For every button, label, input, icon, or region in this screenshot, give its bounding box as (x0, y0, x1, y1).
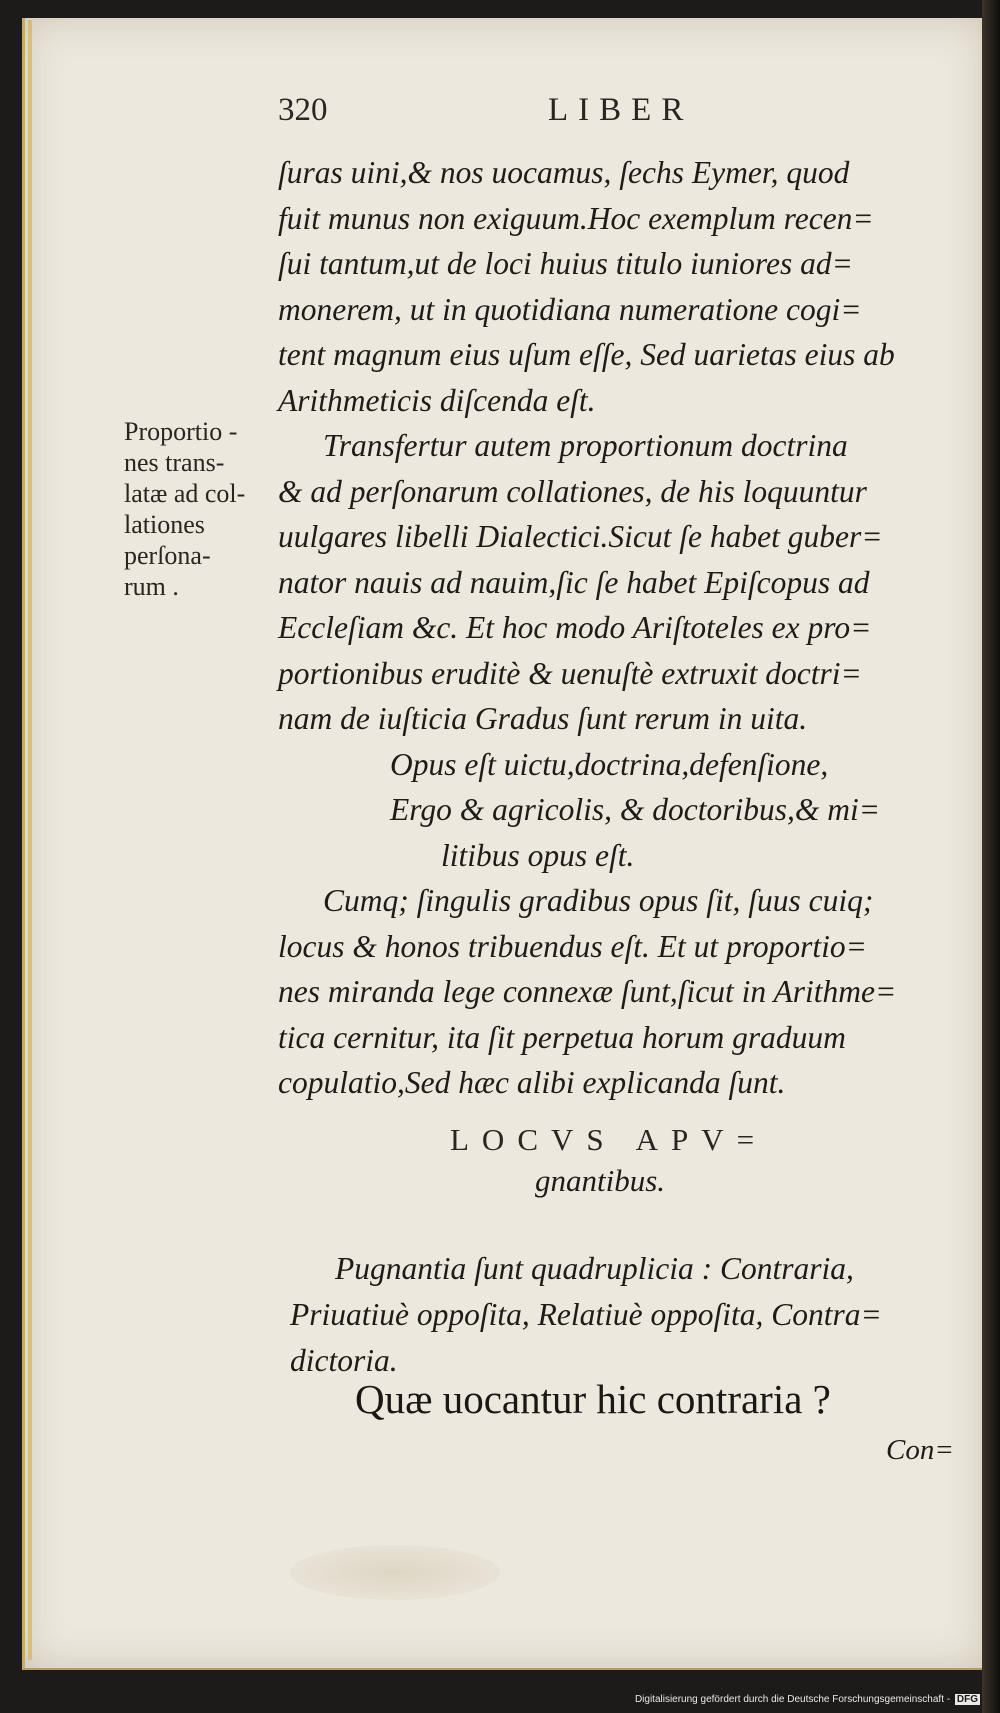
dfg-logo: DFG (956, 1694, 978, 1705)
text-line: Priuatiuè oppoſita, Relatiuè oppoſita, Contra= (290, 1297, 882, 1332)
text-line: & ad perſonarum collationes, de his loquuntur (278, 473, 867, 509)
text-line: tent magnum eius uſum eſſe, Sed uarietas eius ab (278, 337, 895, 372)
text-line: locus & honos tribuendus eſt. Et ut proportio= (278, 928, 867, 964)
text-line: nes miranda lege connexæ ſunt,ſicut in Arithme= (278, 974, 897, 1009)
text-line: Pugnantia ſunt quadruplicia : Contraria, (335, 1251, 854, 1286)
text-line: Transfertur autem proportionum doctrina (323, 428, 848, 463)
running-head: LIBER (548, 92, 694, 128)
paper-stain (290, 1545, 500, 1600)
text-line: monerem, ut in quotidiana numeratione cogi= (278, 291, 862, 327)
margin-note-line: lationes (124, 510, 205, 539)
margin-note-line: nes trans- (124, 448, 225, 477)
section-heading: LOCVS APV= (450, 1122, 768, 1157)
margin-note-line: Proportio - (124, 417, 238, 446)
page-number: 320 (278, 92, 328, 128)
page-edge (28, 20, 32, 1660)
text-line: copulatio,Sed hæc alibi explicanda ſunt. (278, 1065, 786, 1100)
page-header (258, 92, 728, 132)
book-spine (982, 0, 1000, 1713)
text-line: dictoria. (290, 1343, 398, 1378)
verse-line: Opus eſt uictu,doctrina,defenſione, (390, 746, 829, 782)
main-text (278, 150, 958, 1106)
text-line: tica cernitur, ita ſit perpetua horum graduum (278, 1019, 846, 1055)
text-line: Arithmeticis diſcenda eſt. (278, 382, 596, 418)
text-line: ſuras uini,& nos uocamus, ſechs Eymer, quod (278, 155, 850, 190)
catchword: Con= (886, 1434, 954, 1466)
margin-note-line: rum . (124, 572, 179, 601)
section-heading-continuation: gnantibus. (535, 1163, 666, 1198)
question-heading: Quæ uocantur hic contraria ? (355, 1376, 831, 1422)
margin-note (124, 416, 282, 602)
margin-note-line: latæ ad col- (124, 479, 246, 508)
credit-text: Digitalisierung gefördert durch die Deutsche Forschungsgemeinschaft - (634, 1694, 951, 1705)
text-line: fuit munus non exiguum.Hoc exemplum recen= (278, 200, 874, 236)
text-line: Eccleſiam &c. Et hoc modo Ariſtoteles ex pro= (278, 610, 872, 645)
text-line: ſui tantum,ut de loci huius titulo iuniores ad= (278, 246, 853, 281)
margin-note-line: perſona- (124, 541, 211, 570)
verse-line: Ergo & agricolis, & doctoribus,& mi= (390, 792, 880, 827)
text-line: uulgares libelli Dialectici.Sicut ſe habet guber= (278, 519, 883, 554)
text-line: nam de iuſticia Gradus ſunt rerum in uita. (278, 701, 808, 736)
text-line: nator nauis ad nauim,ſic ſe habet Epiſcopus ad (278, 564, 870, 600)
pugnantia-paragraph (290, 1246, 960, 1384)
verse-line: litibus opus eſt. (441, 837, 635, 873)
text-line: portionibus eruditè & uenuſtè extruxit doctri= (278, 655, 862, 691)
digitization-credit (635, 1694, 980, 1705)
text-line: Cumq; ſingulis gradibus opus ſit, ſuus cuiq; (323, 883, 874, 918)
